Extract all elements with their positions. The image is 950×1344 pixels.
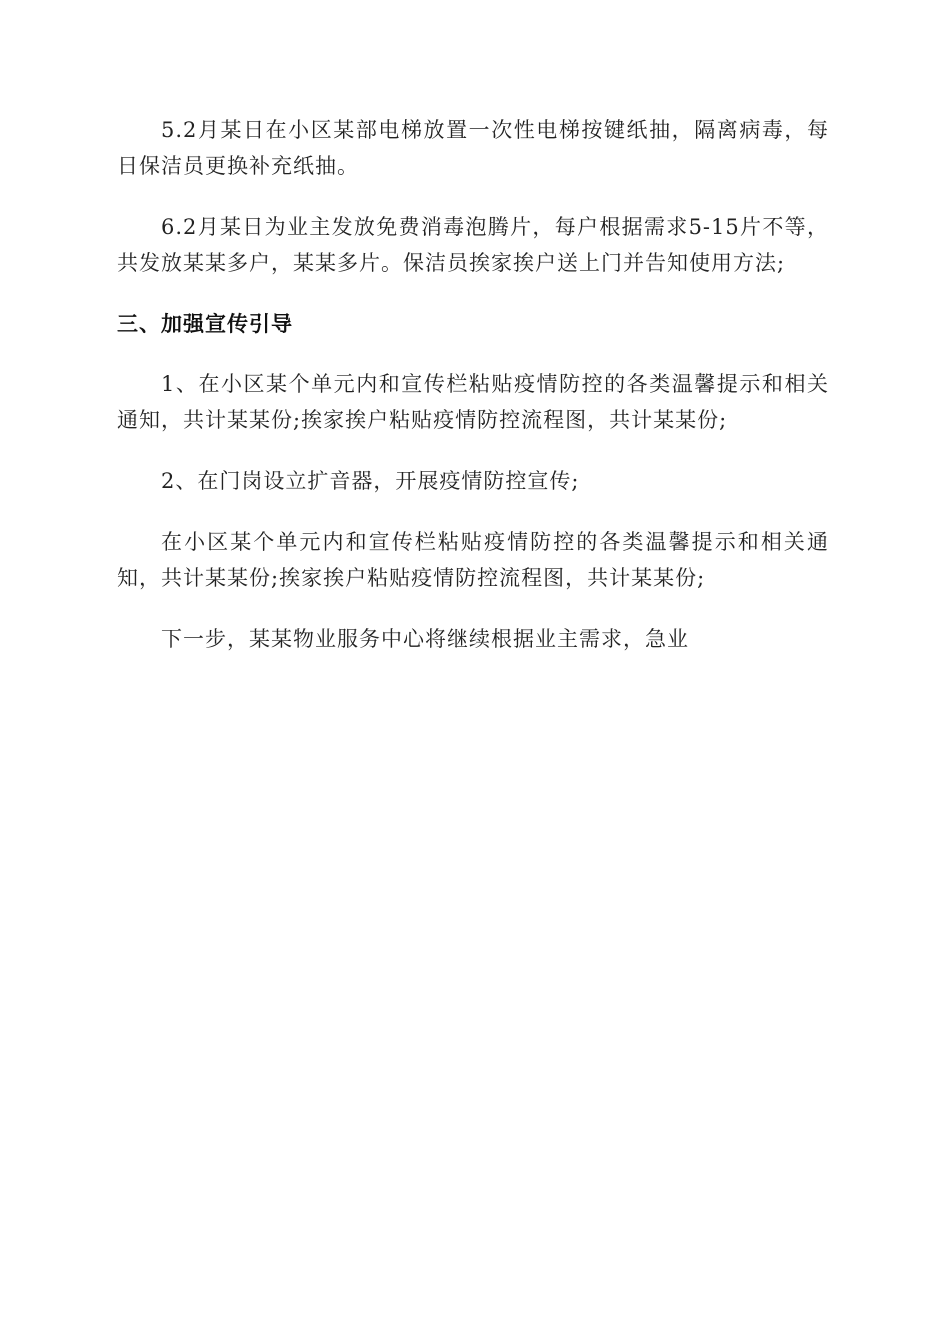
document-body [117,112,829,682]
section-heading: 三、加强宣传引导 [117,312,293,336]
paragraph-next-step: 下一步，某某物业服务中心将继续根据业主需求，急业 [161,627,689,651]
paragraph-item-1: 1、在小区某个单元内和宣传栏粘贴疫情防控的各类温馨提示和相关通知，共计某某份;挨家挨户粘贴疫情防控流程图，共计某某份; [117,372,829,432]
paragraph-repeat-notice: 在小区某个单元内和宣传栏粘贴疫情防控的各类温馨提示和相关通知，共计某某份;挨家挨户粘贴疫情防控流程图，共计某某份; [117,530,829,590]
paragraph-item-5: 5.2月某日在小区某部电梯放置一次性电梯按键纸抽，隔离病毒，每日保洁员更换补充纸抽。 [117,118,829,178]
paragraph-item-2: 2、在门岗设立扩音器，开展疫情防控宣传; [161,469,580,493]
paragraph-item-6: 6.2月某日为业主发放免费消毒泡腾片，每户根据需求5-15片不等，共发放某某多户，某某多片。保洁员挨家挨户送上门并告知使用方法; [117,215,829,275]
